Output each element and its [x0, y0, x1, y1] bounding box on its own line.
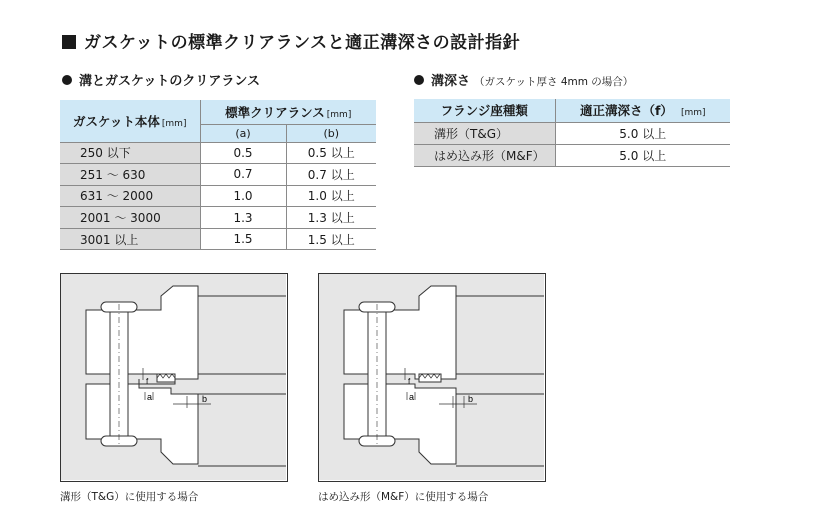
row-a: 1.3 — [200, 207, 286, 229]
table-row — [414, 144, 730, 166]
mf-flange-diagram — [318, 273, 546, 482]
tg-figure-caption: 溝形（T&G）に使用する場合 — [60, 491, 199, 503]
gasket — [157, 374, 175, 382]
header-flange-type: フランジ座種類 — [414, 99, 555, 122]
table-row — [60, 207, 376, 229]
label-a: a — [147, 392, 153, 402]
row-size: 2001 ～ 3000 — [60, 207, 200, 229]
label-f: f — [146, 377, 149, 386]
row-a: 1.0 — [200, 185, 286, 207]
row-a: 0.7 — [200, 164, 286, 186]
header-unit: [mm] — [680, 108, 706, 119]
row-b: 1.5 以上 — [286, 228, 376, 250]
table-row — [60, 228, 376, 250]
label-b: b — [202, 394, 208, 404]
header-unit: [mm] — [161, 118, 187, 129]
header-gasket-body-label: ガスケット本体 — [73, 113, 160, 129]
tg-flange-diagram — [60, 273, 288, 482]
table-row — [60, 185, 376, 207]
row-a: 1.5 — [200, 228, 286, 250]
row-size: 3001 以上 — [60, 228, 200, 250]
table-row — [414, 122, 730, 144]
mf-flange-drawing — [319, 274, 544, 480]
page-title-text: ガスケットの標準クリアランスと適正溝深さの設計指針 — [84, 33, 521, 53]
depth-heading-text: 溝深さ — [431, 74, 471, 89]
clearance-heading-text: 溝とガスケットのクリアランス — [79, 74, 260, 89]
header-groove-depth-label: 適正溝深さ（f） — [579, 103, 673, 119]
header-gasket-body — [60, 100, 200, 142]
square-bullet-icon — [62, 35, 76, 49]
label-b: b — [468, 394, 474, 404]
row-type: はめ込み形（M&F） — [414, 144, 555, 166]
label-a: a — [409, 392, 415, 402]
row-depth: 5.0 以上 — [555, 122, 730, 144]
tg-flange-drawing — [61, 274, 286, 480]
row-b: 0.5 以上 — [286, 142, 376, 164]
label-f: f — [408, 377, 411, 386]
row-size: 251 ～ 630 — [60, 164, 200, 186]
table-row — [60, 164, 376, 186]
depth-section-heading — [414, 70, 633, 89]
header-standard-clearance — [200, 100, 376, 124]
header-b: (b) — [286, 124, 376, 142]
row-b: 1.3 以上 — [286, 207, 376, 229]
row-type: 溝形（T&G） — [414, 122, 555, 144]
table-row — [60, 142, 376, 164]
row-b: 1.0 以上 — [286, 185, 376, 207]
row-depth: 5.0 以上 — [555, 144, 730, 166]
row-size: 631 ～ 2000 — [60, 185, 200, 207]
page-title — [62, 28, 520, 53]
row-a: 0.5 — [200, 142, 286, 164]
header-standard-clearance-label: 標準クリアランス — [225, 104, 325, 120]
header-unit: [mm] — [326, 109, 352, 120]
circle-bullet-icon — [414, 75, 424, 85]
gasket — [419, 374, 441, 382]
groove-depth-table — [414, 99, 730, 167]
mf-figure-caption: はめ込み形（M&F）に使用する場合 — [318, 491, 489, 503]
row-size: 250 以下 — [60, 142, 200, 164]
row-b: 0.7 以上 — [286, 164, 376, 186]
circle-bullet-icon — [62, 75, 72, 85]
header-a: (a) — [200, 124, 286, 142]
clearance-section-heading — [62, 70, 260, 89]
clearance-table — [60, 100, 376, 250]
depth-note: （ガスケット厚さ 4mm の場合） — [474, 76, 634, 88]
header-groove-depth — [555, 99, 730, 122]
